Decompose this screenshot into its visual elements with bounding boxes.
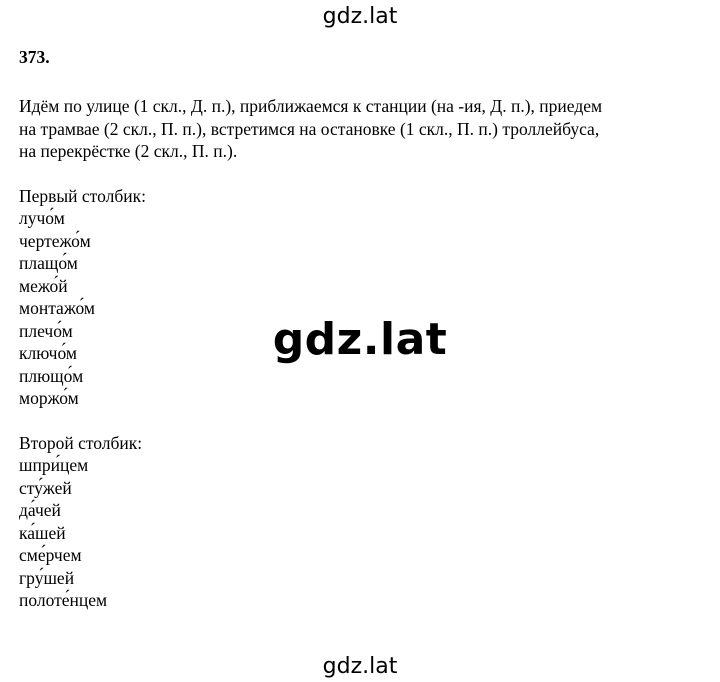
word-item: шпри́цем [19, 455, 89, 475]
word-item: ка́шей [19, 522, 66, 543]
second-column-section [19, 432, 709, 612]
word-item: монтажо́м [19, 298, 95, 318]
word-item: плечо́м [19, 320, 73, 341]
word-item: полоте́нцем [19, 590, 108, 610]
watermark-bottom: gdz.lat [322, 654, 398, 679]
answer-paragraph [19, 95, 709, 163]
paragraph-line: на перекрёстке (2 скл., П. п.). [19, 141, 238, 161]
word-item: сме́рчем [19, 545, 82, 565]
task-number: 373. [19, 47, 50, 67]
watermark-center: gdz.lat [272, 314, 448, 365]
word-item: сту́жей [19, 477, 72, 498]
word-item: межо́й [19, 275, 68, 296]
first-column-title: Первый столбик: [19, 185, 146, 206]
word-item: моржо́м [19, 388, 79, 408]
second-column-title: Второй столбик: [19, 432, 143, 453]
paragraph-line: на трамвае (2 скл., П. п.), встретимся на остановке (1 скл., П. п.) троллейбуса, [19, 118, 600, 139]
word-item: да́чей [19, 500, 61, 520]
first-column-section [19, 185, 709, 410]
word-item: лучо́м [19, 208, 65, 228]
word-item: плащо́м [19, 253, 78, 273]
word-item: плющо́м [19, 365, 84, 386]
word-item: чертежо́м [19, 230, 91, 251]
watermark-top: gdz.lat [322, 4, 398, 29]
paragraph-line: Идём по улице (1 скл., Д. п.), приближаемся к станции (на -ия, Д. п.), приедем [19, 96, 603, 116]
word-item: ключо́м [19, 343, 77, 363]
word-item: гру́шей [19, 567, 75, 588]
